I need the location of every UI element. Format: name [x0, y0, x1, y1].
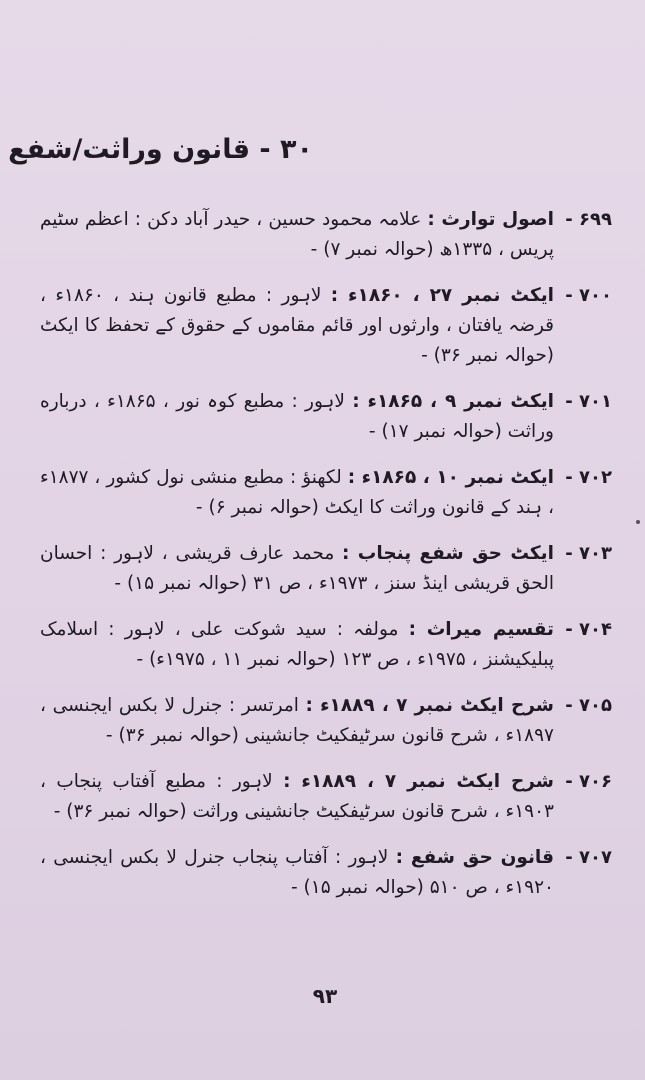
page-number: ۹۳: [312, 984, 338, 1008]
entry-text: لاہور : مطبع آفتاب پنجاب ، ۱۹۰۳ء ، شرح قانون سرٹیفکیٹ جانشینی وراثت (حوالہ نمبر ۳۶) -: [40, 771, 554, 822]
list-item: [40, 387, 612, 447]
list-item: [40, 281, 612, 371]
entry-number: ۷۰۱ -: [565, 391, 612, 412]
entry-body: [40, 463, 554, 523]
list-item: [40, 843, 612, 903]
entry-title: ایکٹ نمبر ۹ ، ۱۸۶۵ء :: [352, 391, 555, 412]
entry-title: شرح ایکٹ نمبر ۷ ، ۱۸۸۹ء :: [283, 771, 555, 792]
show-through-text: [80, 78, 580, 138]
entry-title: تقسیم میراث :: [408, 619, 554, 640]
entry-body: [40, 387, 554, 447]
bibliography-list: [40, 205, 612, 919]
entry-text: لکھنؤ : مطبع منشی نول کشور ، ۱۸۷۷ء ، ہند کے قانون وراثت کا ایکٹ (حوالہ نمبر ۶) -: [40, 467, 554, 518]
entry-number: ۷۰۶ -: [565, 771, 612, 792]
entry-title: ایکٹ نمبر ۱۰ ، ۱۸۶۵ء :: [347, 467, 554, 488]
entry-number: ۷۰۲ -: [565, 467, 612, 488]
list-item: [40, 615, 612, 675]
entry-title: شرح ایکٹ نمبر ۷ ، ۱۸۸۹ء :: [305, 695, 554, 716]
entry-number: ۷۰۷ -: [565, 847, 612, 868]
list-item: [40, 767, 612, 827]
entry-number: ۷۰۳ -: [565, 543, 612, 564]
entry-body: [40, 843, 554, 903]
list-item: [40, 539, 612, 599]
entry-text: محمد عارف قریشی ، لاہور : احسان الحق قریشی اینڈ سنز ، ۱۹۷۳ء ، ص ۳۱ (حوالہ نمبر ۱۵) -: [40, 543, 554, 594]
entry-text: علامہ محمود حسین ، حیدر آباد دکن : اعظم سٹیم پریس ، ۱۳۳۵ھ (حوالہ نمبر ۷) -: [40, 209, 554, 260]
entry-title: اصول توارث :: [427, 209, 554, 230]
entry-body: [40, 767, 554, 827]
entry-title: قانون حق شفع :: [395, 847, 554, 868]
entry-text: لاہور : مطبع کوہ نور ، ۱۸۶۵ء ، درباره وراثت (حوالہ نمبر ۱۷) -: [40, 391, 554, 442]
entry-number: ۷۰۴ -: [565, 619, 612, 640]
entry-body: [40, 691, 554, 751]
entry-text: لاہور : آفتاب پنجاب جنرل لا بکس ایجنسی ، ۱۹۲۰ء ، ص ۵۱۰ (حوالہ نمبر ۱۵) -: [40, 847, 554, 898]
entry-title: ایکٹ حق شفع پنجاب :: [342, 543, 554, 564]
entry-number: ۷۰۰ -: [565, 285, 612, 306]
entry-number: ۷۰۵ -: [565, 695, 612, 716]
section-heading: ۳۰ - قانون وراثت/شفع: [8, 134, 313, 165]
entry-number: ۶۹۹ -: [565, 209, 612, 230]
entry-body: [40, 205, 554, 265]
entry-text: امرتسر : جنرل لا بکس ایجنسی ، ۱۸۹۷ء ، شرح قانون سرٹیفکیٹ جانشینی (حوالہ نمبر ۳۶) -: [40, 695, 554, 746]
list-item: [40, 205, 612, 265]
entry-body: [40, 539, 554, 599]
entry-text: مولفہ : سید شوکت علی ، لاہور : اسلامک پبلیکیشنز ، ۱۹۷۵ء ، ص ۱۲۳ (حوالہ نمبر ۱۱ ، ۱۹۷۵ء) -: [40, 619, 554, 670]
entry-title: ایکٹ نمبر ۲۷ ، ۱۸۶۰ء :: [330, 285, 555, 306]
margin-dot: [636, 520, 640, 524]
entry-text: لاہور : مطبع قانون ہند ، ۱۸۶۰ء ، قرضہ یافتان ، وارثوں اور قائم مقاموں کے حقوق کے تحفظ کا ایکٹ (حوالہ نمبر ۳۶) -: [40, 285, 554, 366]
entry-body: [40, 281, 554, 371]
entry-body: [40, 615, 554, 675]
list-item: [40, 691, 612, 751]
list-item: [40, 463, 612, 523]
